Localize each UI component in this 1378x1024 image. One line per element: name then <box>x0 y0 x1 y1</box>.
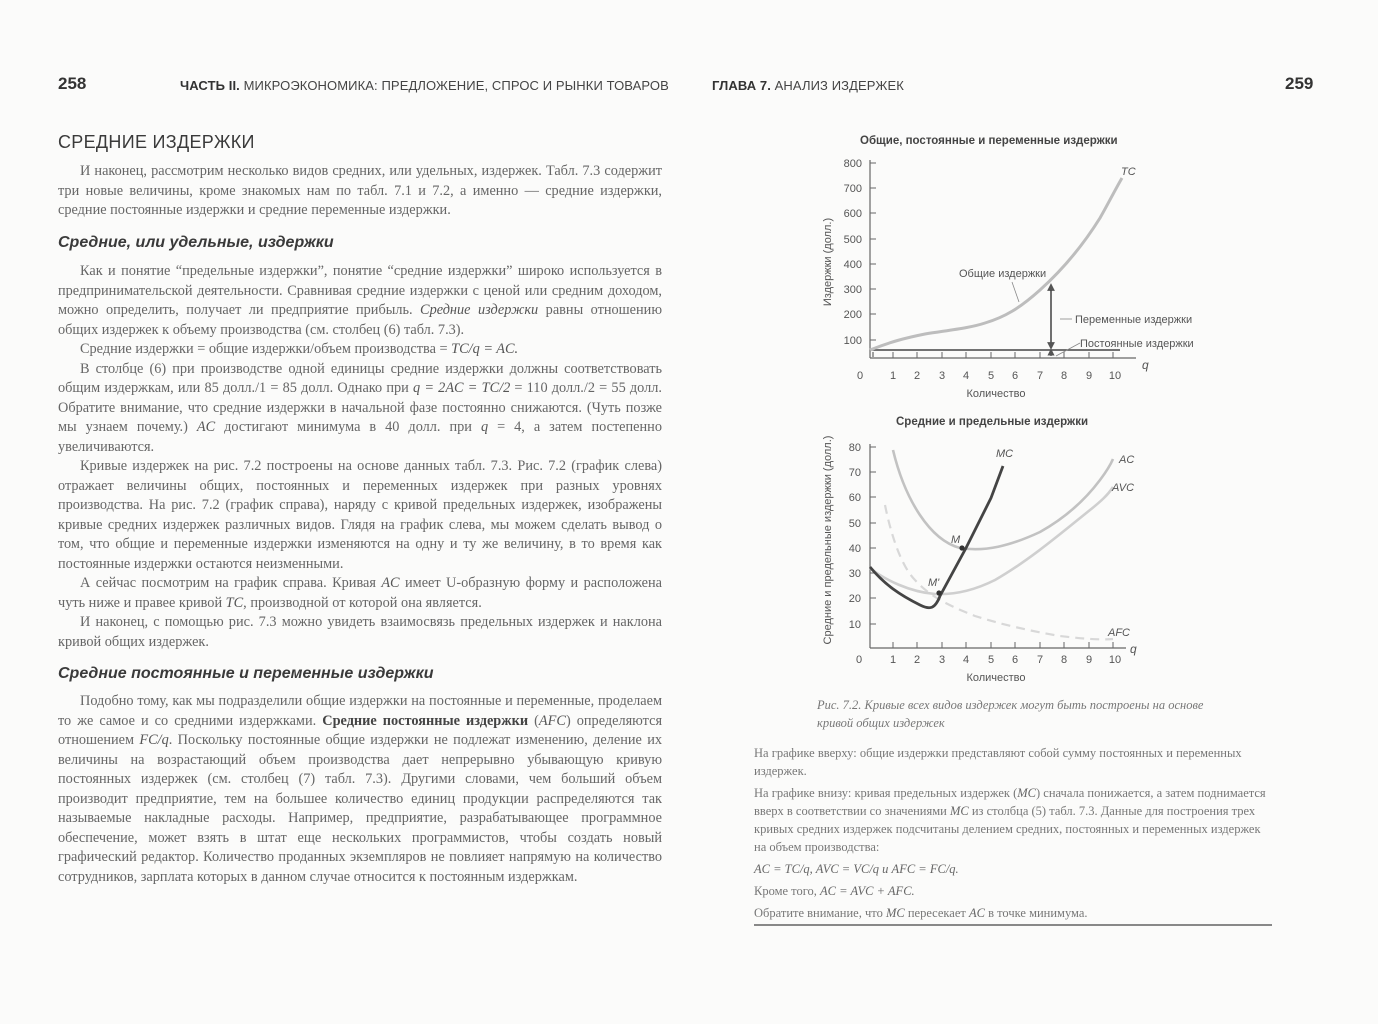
note: Кроме того, AC = AVC + AFC. <box>754 884 915 898</box>
svg-text:Количество: Количество <box>966 388 1026 400</box>
svg-text:Количество: Количество <box>966 672 1026 684</box>
section-title: СРЕДНИЕ ИЗДЕРЖКИ <box>58 132 255 152</box>
running-head-part: ЧАСТЬ II. <box>180 78 240 93</box>
svg-text:10: 10 <box>1108 370 1122 382</box>
paragraph: А сейчас посмотрим на график справа. Кривая AC имеет U-образную форму и расположена чуть ниже и правее кривой TC, производной от которой она является. <box>58 575 662 611</box>
formula-paragraph: Средние издержки = общие издержки/объем производства = TC/q = AC. <box>80 341 519 357</box>
svg-text:8: 8 <box>1060 654 1068 666</box>
svg-text:10: 10 <box>1108 654 1122 666</box>
svg-text:6: 6 <box>1011 370 1019 382</box>
svg-text:20: 20 <box>848 593 861 605</box>
figure-notes <box>754 744 1272 926</box>
svg-text:800: 800 <box>843 158 862 170</box>
paragraph: В столбце (6) при производстве одной единицы средние издержки должны соответствовать общим издержкам, или 85 долл./1 = 85 долл. Однако при q = 2AC = TC/2 = 110 долл./2 = 55 долл. Обратите внимание, что средние издержки в начальной фазе постоянно снижаются. (Чуть позже мы узнаем почему.) AC достигают минимума в 40 долл. при q = 4, а затем постепенно увеличиваются. <box>58 360 662 455</box>
svg-text:q: q <box>1142 358 1149 372</box>
svg-text:600: 600 <box>843 208 862 220</box>
svg-text:0: 0 <box>856 370 864 382</box>
svg-text:1: 1 <box>889 370 897 382</box>
right-page-number: 259 <box>1285 74 1314 93</box>
point-m <box>959 545 964 550</box>
chart-total-costs-title: Общие, постоянные и переменные издержки <box>860 135 1118 147</box>
paragraph: Кривые издержек на рис. 7.2 построены на основе данных табл. 7.3. Рис. 7.2 (график слева) отражает величины общих, постоянных и переменных издержек при разных уровнях производства. На рис. 7.2 (график справа), наряду с кривой предельных издержек, изображены кривые средних издержек различных видов. Глядя на график слева, мы можем сделать вывод о том, что общие и переменные издержки изменяются на одну и ту же величину, в то время как постоянные издержки остаются неизменными. <box>58 458 662 572</box>
subhead-fixed-variable: Средние постоянные и переменные издержки <box>58 665 434 682</box>
svg-text:4: 4 <box>962 654 970 666</box>
chart-total-costs <box>822 158 1194 400</box>
running-head-title: АНАЛИЗ ИЗДЕРЖЕК <box>770 78 904 93</box>
svg-text:700: 700 <box>843 183 862 195</box>
svg-text:7: 7 <box>1036 654 1044 666</box>
svg-text:3: 3 <box>938 370 946 382</box>
svg-text:40: 40 <box>848 543 861 555</box>
svg-text:6: 6 <box>1011 654 1019 666</box>
left-page-number: 258 <box>58 74 87 93</box>
paragraph: И наконец, с помощью рис. 7.3 можно увидеть взаимосвязь предельных издержек и наклона кривой общих издержек. <box>58 614 662 650</box>
svg-text:5: 5 <box>987 370 995 382</box>
svg-text:2: 2 <box>913 654 921 666</box>
svg-text:TC: TC <box>1121 166 1136 178</box>
paragraph: Как и понятие “предельные издержки”, понятие “средние издержки” широко используется в предпринимательской деятельности. Сравнивая средние издержки с ценой или средним доходом, можно определить, получает ли предприятие прибыль. Средние издержки равны отношению общих издержек к объему производства (см. столбец (6) табл. 7.3). <box>58 263 662 338</box>
svg-text:5: 5 <box>987 654 995 666</box>
svg-text:500: 500 <box>843 234 862 246</box>
svg-text:70: 70 <box>848 467 861 479</box>
note-formula: AC = TC/q, AVC = VC/q и AFC = FC/q. <box>754 862 959 876</box>
svg-text:8: 8 <box>1060 370 1068 382</box>
paragraph: Подобно тому, как мы подразделили общие издержки на постоянные и переменные, проделаем то же самое и со средними издержками. Средние постоянные издержки (AFC) определяются отношением FC/q. Поскольку постоянные общие издержки не подлежат изменению, деление их величины на возрастающий объем производства дает непрерывно убывающую кривую постоянных издержек (см. столбец (7) табл. 7.3). Другими словами, чем больший объем производит предприятие, тем на большее количество единиц продукции распределяются так называемые накладные расходы. Например, предприятие, разрабатывающее программное обеспечение, может взять в штат еще нескольких программистов, чтобы создать новый графический редактор. Количество проданных экземпляров не повлияет напрямую на количество сотрудников, зарплата которых в данном случае относится к постоянным издержкам. <box>58 693 663 885</box>
svg-text:4: 4 <box>962 370 970 382</box>
svg-text:Издержки (долл.): Издержки (долл.) <box>822 217 834 307</box>
notes-divider <box>754 924 1272 926</box>
intro-text: И наконец, рассмотрим несколько видов средних, или удельных, издержек. Табл. 7.3 содержит три новые величины, кроме знакомых нам по табл. 7.1 и 7.2, а именно — средние издержки, средние постоянные издержки и средние переменные издержки. <box>58 163 662 218</box>
svg-text:1: 1 <box>889 654 897 666</box>
svg-text:M': M' <box>928 577 940 589</box>
svg-text:q: q <box>1130 642 1137 656</box>
svg-text:0: 0 <box>855 654 863 666</box>
svg-text:Средние и предельные издержки: Средние и предельные издержки (долл.) <box>822 435 834 645</box>
svg-text:AFC: AFC <box>1108 627 1130 639</box>
svg-text:7: 7 <box>1036 370 1044 382</box>
svg-text:M: M <box>951 534 961 546</box>
svg-text:200: 200 <box>843 309 862 321</box>
note: На графике вверху: общие издержки представляют собой сумму постоянных и переменных издержек. <box>754 746 1242 778</box>
svg-text:Переменные издержки: Переменные издержки <box>1075 314 1193 326</box>
subhead-average-costs: Средние, или удельные, издержки <box>58 234 334 251</box>
note: Обратите внимание, что MC пересекает AC в точке минимума. <box>754 906 1088 920</box>
svg-text:MC: MC <box>996 448 1014 460</box>
svg-text:300: 300 <box>843 284 862 296</box>
svg-text:400: 400 <box>843 259 862 271</box>
running-head-title: МИКРОЭКОНОМИКА: ПРЕДЛОЖЕНИЕ, СПРОС И РЫНКИ ТОВАРОВ <box>239 78 669 93</box>
note: На графике внизу: кривая предельных издержек (MC) сначала понижается, а затем поднимается вверх в соответствии со значениями MC из столбца (5) табл. 7.3. Данные для построения трех кривых средних издержек подсчитаны делением средних, постоянных и переменных издержек на объем производства: <box>754 786 1266 854</box>
svg-text:Постоянные издержки: Постоянные издержки <box>1080 338 1194 350</box>
running-head-chapter: ГЛАВА 7. <box>712 78 771 93</box>
svg-text:3: 3 <box>938 654 946 666</box>
svg-text:100: 100 <box>843 335 862 347</box>
svg-text:Общие издержки: Общие издержки <box>959 268 1047 280</box>
svg-text:50: 50 <box>848 518 861 530</box>
chart-average-costs-title: Средние и предельные издержки <box>896 416 1089 428</box>
svg-text:10: 10 <box>848 619 861 631</box>
svg-text:9: 9 <box>1085 370 1093 382</box>
svg-text:AVC: AVC <box>1112 482 1135 494</box>
figure-caption: Рис. 7.2. Кривые всех видов издержек могут быть построены на основе кривой общих издержек <box>817 698 1204 730</box>
svg-text:AC: AC <box>1119 454 1135 466</box>
svg-text:80: 80 <box>848 442 861 454</box>
svg-text:30: 30 <box>848 568 861 580</box>
svg-text:2: 2 <box>913 370 921 382</box>
svg-text:60: 60 <box>848 492 861 504</box>
chart-average-marginal-costs <box>822 436 1137 684</box>
point-m-prime <box>936 590 941 595</box>
svg-text:9: 9 <box>1085 654 1093 666</box>
